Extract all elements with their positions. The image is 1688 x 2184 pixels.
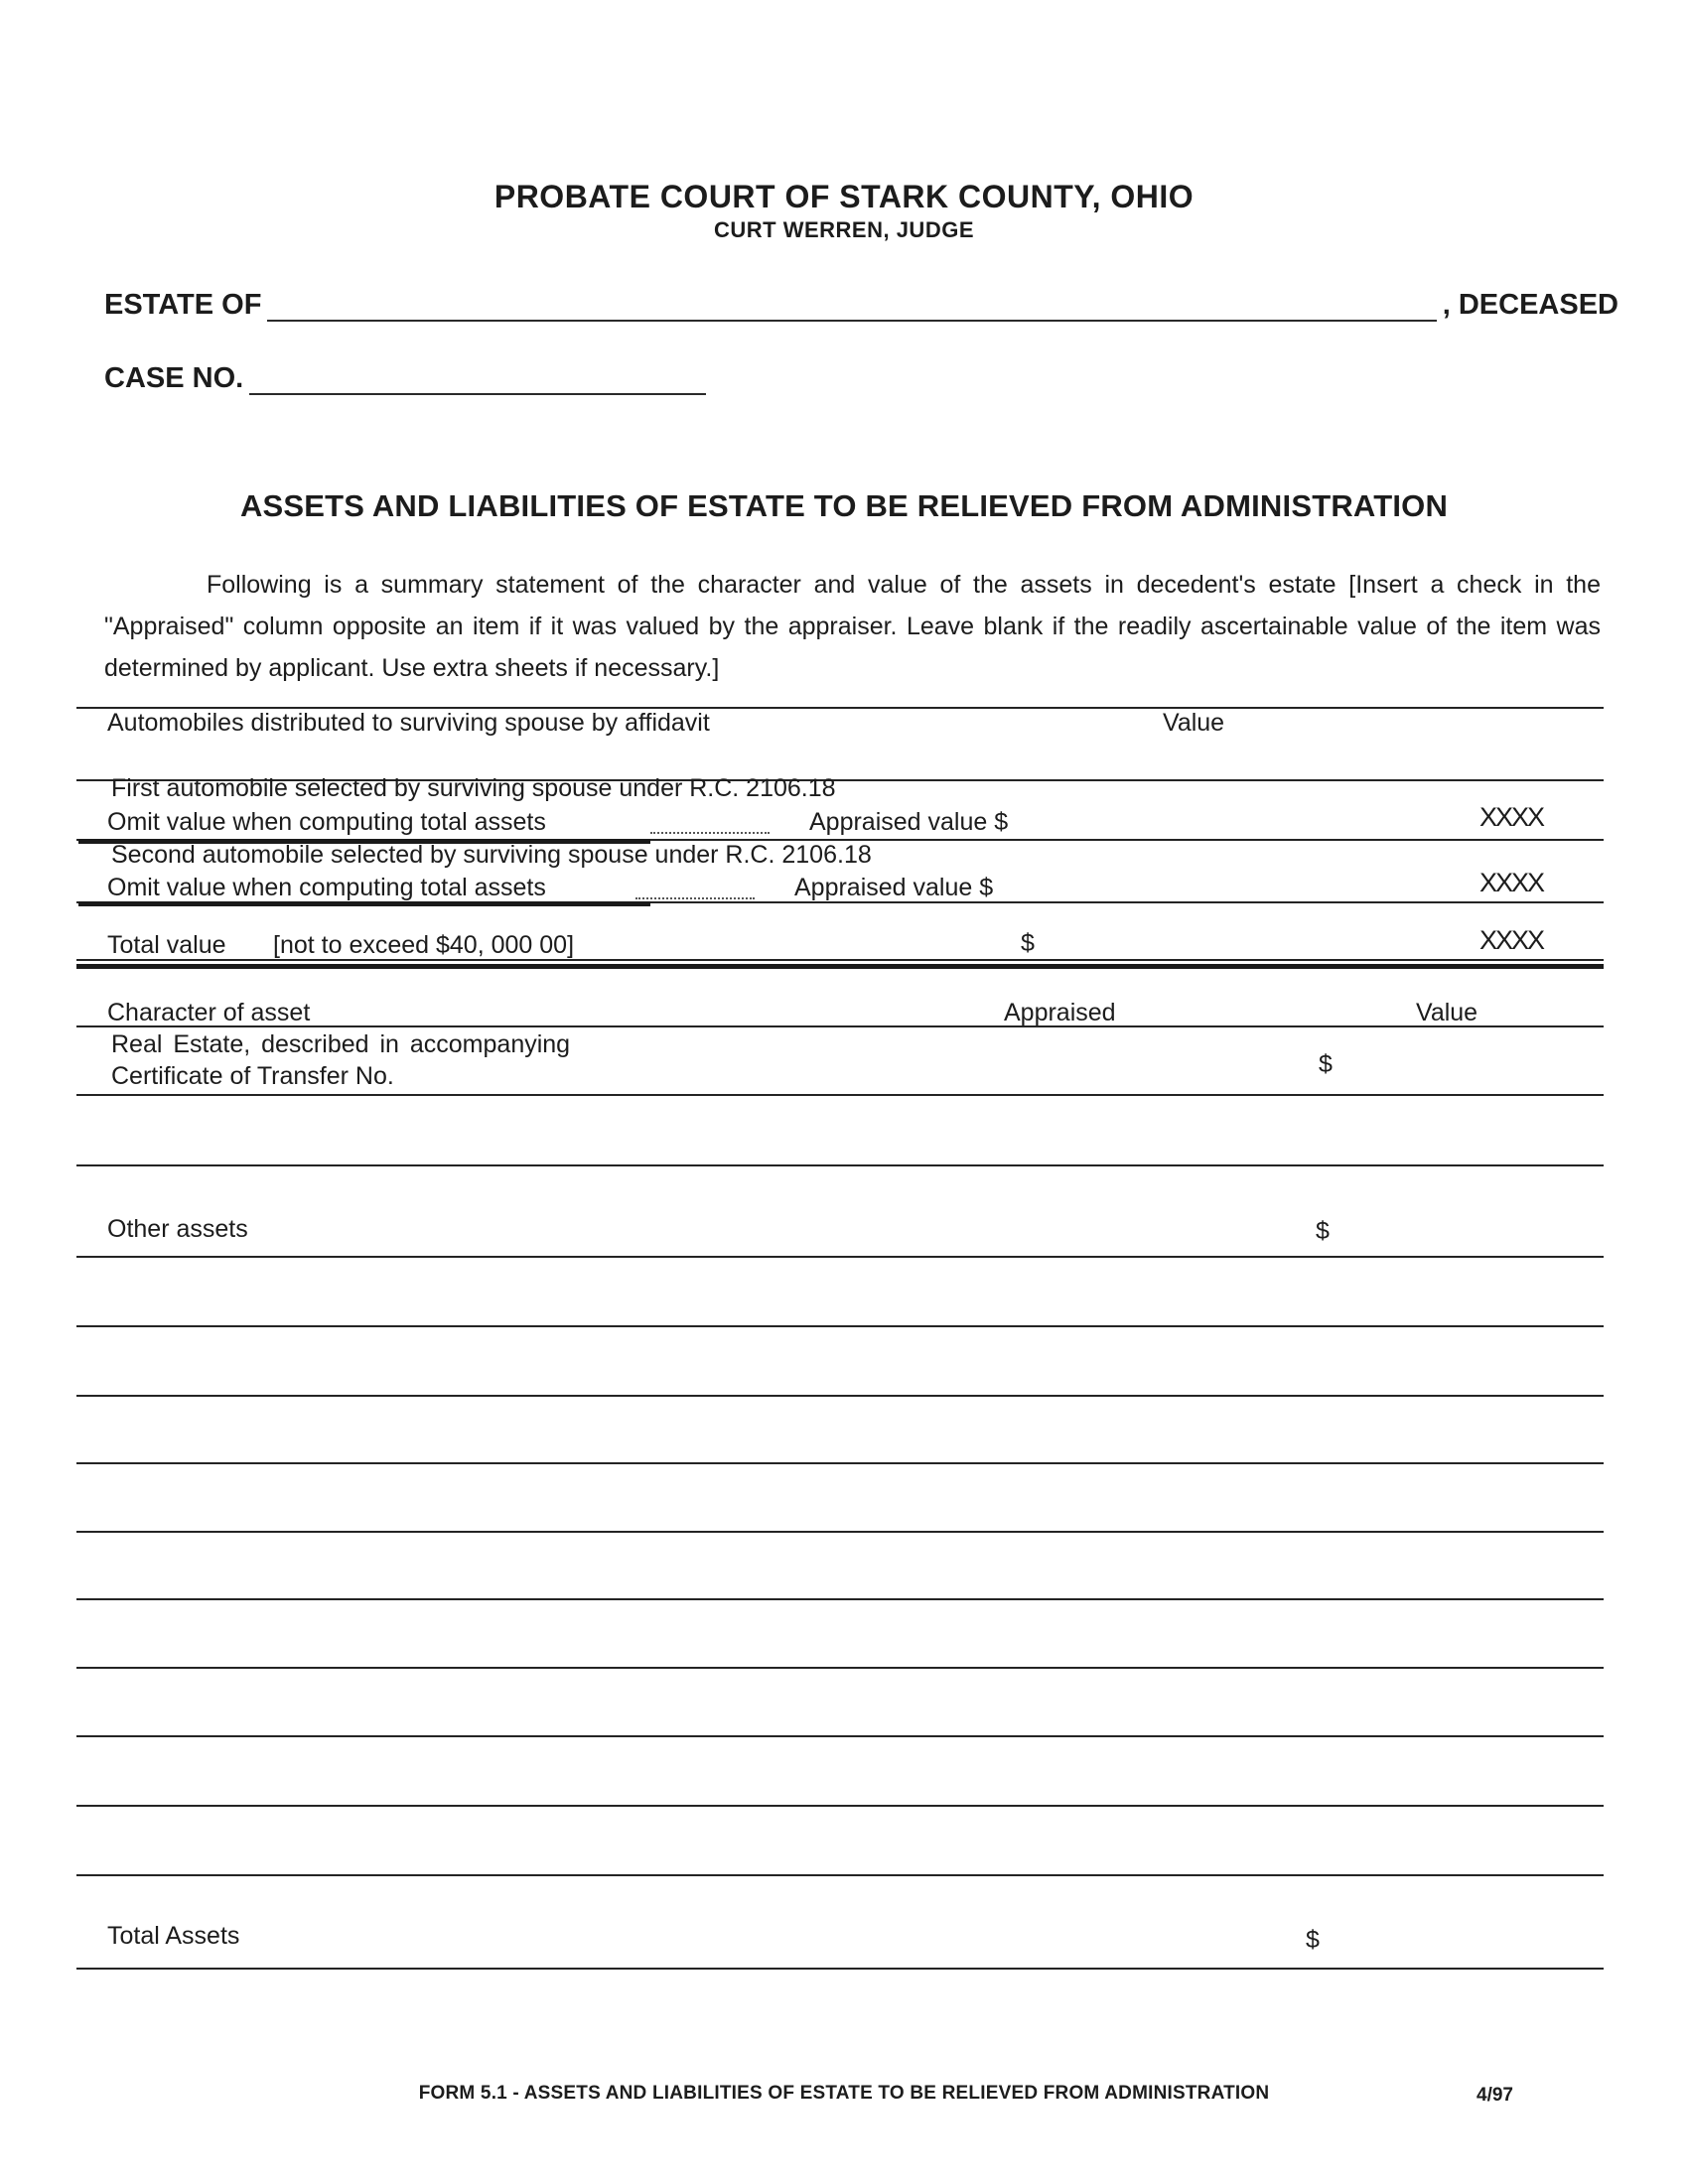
blank-rule-line [76, 1531, 1604, 1533]
auto-row-header-label: Automobiles distributed to surviving spouse by affidavit [107, 709, 710, 737]
blank-rule-line [76, 1462, 1604, 1464]
total-assets-label: Total Assets [107, 1922, 240, 1950]
other-assets-label: Other assets [107, 1215, 248, 1243]
form-title: ASSETS AND LIABILITIES OF ESTATE TO BE RELIEVED FROM ADMINISTRATION [239, 488, 1449, 523]
first-auto-line1: First automobile selected by surviving spouse under R.C. 2106.18 [111, 774, 836, 802]
rule-line [76, 1025, 1604, 1027]
second-auto-appraised-label: Appraised value $ [794, 874, 994, 901]
total-assets-dollar-sign: $ [1306, 1926, 1320, 1954]
thick-underline [78, 901, 650, 906]
character-col-header: Character of asset [107, 999, 311, 1026]
real-estate-line1: Real Estate, described in accompanying [111, 1030, 571, 1058]
real-estate-dollar-sign: $ [1319, 1050, 1333, 1078]
rule-line [76, 959, 1604, 961]
second-auto-line2: Omit value when computing total assets [107, 874, 546, 901]
blank-rule-line [76, 1805, 1604, 1807]
first-auto-value-mark: XXXX [1479, 802, 1544, 832]
instructions-paragraph: Following is a summary statement of the character and value of the assets in decedent's estate [Insert a check in the "Appraised" column opposite an item if it was valued by the appraiser. Leave blank if the readily ascertainable value of the item was determined by applicant. Use extra sheets if necessary.] [104, 571, 1601, 682]
other-assets-dollar-sign: $ [1316, 1217, 1330, 1245]
rule-line [76, 1164, 1604, 1166]
deceased-label: , DECEASED [1442, 289, 1618, 321]
footer-form-id: FORM 5.1 - ASSETS AND LIABILITIES OF ESTATE TO BE RELIEVED FROM ADMINISTRATION [418, 2083, 1270, 2104]
dotted-leader [635, 874, 755, 899]
first-auto-line2: Omit value when computing total assets [107, 808, 546, 836]
blank-rule-line [76, 1667, 1604, 1669]
total-value-dollar-sign: $ [1021, 929, 1035, 957]
case-no-row [104, 359, 712, 395]
first-auto-appraised-label: Appraised value $ [809, 808, 1009, 836]
blank-rule-line [76, 1735, 1604, 1737]
estate-name-fill-line [267, 286, 1436, 322]
thick-rule-line [76, 964, 1604, 969]
value-col-header: Value [1416, 999, 1478, 1026]
dotted-leader [650, 808, 770, 834]
second-auto-line1: Second automobile selected by surviving spouse under R.C. 2106.18 [111, 841, 872, 869]
rule-line [76, 1094, 1604, 1096]
blank-rule-line [76, 1598, 1604, 1600]
blank-rule-line [76, 1874, 1604, 1876]
second-auto-value-mark: XXXX [1479, 868, 1544, 897]
total-value-limit-note: [not to exceed $40, 000 00] [273, 931, 575, 959]
case-no-label: CASE NO. [104, 362, 244, 394]
court-title: PROBATE COURT OF STARK COUNTY, OHIO [493, 179, 1195, 214]
real-estate-line2: Certificate of Transfer No. [111, 1062, 394, 1090]
footer-revision: 4/97 [1477, 2085, 1513, 2106]
estate-of-label: ESTATE OF [104, 289, 262, 321]
total-value-label: Total value [107, 931, 226, 959]
rule-line [76, 1256, 1604, 1258]
judge-name: CURT WERREN, JUDGE [713, 217, 974, 242]
appraised-col-header: Appraised [1004, 999, 1116, 1026]
estate-of-row [104, 286, 1618, 322]
case-no-fill-line [249, 359, 706, 395]
blank-rule-line [76, 1325, 1604, 1327]
total-value-mark: XXXX [1479, 925, 1544, 955]
rule-line [76, 1968, 1604, 1970]
auto-value-col-header: Value [1163, 709, 1225, 737]
blank-rule-line [76, 1395, 1604, 1397]
